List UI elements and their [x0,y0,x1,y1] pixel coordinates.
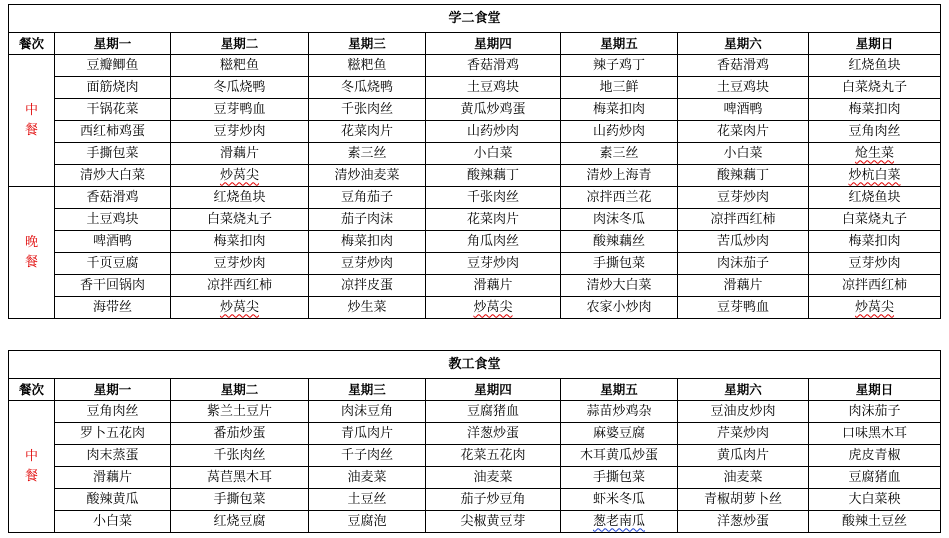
dish-cell: 凉拌西红柿 [809,275,941,297]
table-row [9,467,941,489]
dish-cell: 白菜烧丸子 [809,209,941,231]
canteen-title: 学二食堂 [9,5,941,33]
weekday-header: 星期三 [309,379,426,401]
dish-cell: 香菇滑鸡 [678,55,809,77]
dish-cell: 山药炒肉 [426,121,561,143]
dish-cell: 红烧鱼块 [809,187,941,209]
dish-cell: 土豆鸡块 [678,77,809,99]
dish-cell: 红烧鱼块 [171,187,309,209]
dish-cell: 凉拌西兰花 [561,187,678,209]
dish-cell: 豆芽炒肉 [426,253,561,275]
dish-cell: 小白菜 [55,511,171,533]
dish-cell: 肉沫茄子 [809,401,941,423]
dish-cell: 白菜烧丸子 [171,209,309,231]
dish-cell: 油麦菜 [678,467,809,489]
table-row [9,55,941,77]
weekday-header: 星期四 [426,379,561,401]
table-row [9,401,941,423]
table-row [9,77,941,99]
dish-cell: 海带丝 [55,297,171,319]
dish-cell: 炒生菜 [309,297,426,319]
dish-cell: 香菇滑鸡 [55,187,171,209]
meal-label-char: 餐 [24,468,38,484]
dish-cell: 手撕包菜 [171,489,309,511]
dish-cell: 油麦菜 [309,467,426,489]
dish-cell: 黄瓜炒鸡蛋 [426,99,561,121]
dish-cell: 豆芽炒肉 [809,253,941,275]
dish-cell: 葱老南瓜 [561,511,678,533]
dish-cell: 千张肉丝 [426,187,561,209]
table-row [9,165,941,187]
dish-cell: 莴苣黑木耳 [171,467,309,489]
weekday-header: 星期五 [561,379,678,401]
dish-cell: 洋葱炒蛋 [678,511,809,533]
dish-cell: 茄子肉沫 [309,209,426,231]
dish-cell: 滑藕片 [678,275,809,297]
table-row [9,187,941,209]
dish-cell: 糍粑鱼 [171,55,309,77]
dish-cell: 青瓜肉片 [309,423,426,445]
table-row [9,445,941,467]
dish-cell: 花菜肉片 [309,121,426,143]
header-row [9,379,941,401]
meal-label-char: 晚 [24,234,38,250]
dish-cell: 冬瓜烧鸭 [171,77,309,99]
dish-cell: 口味黑木耳 [809,423,941,445]
dish-cell: 农家小炒肉 [561,297,678,319]
dish-cell: 千张肉丝 [171,445,309,467]
weekday-header: 星期一 [55,379,171,401]
weekday-header: 星期日 [809,33,941,55]
dish-cell: 豆角肉丝 [809,121,941,143]
dish-cell: 木耳黄瓜炒蛋 [561,445,678,467]
dish-cell: 梅菜扣肉 [809,99,941,121]
dish-cell: 千张肉丝 [309,99,426,121]
dish-cell: 红烧豆腐 [171,511,309,533]
dish-cell: 紫兰土豆片 [171,401,309,423]
dish-cell: 豆芽鸭血 [171,99,309,121]
dish-cell: 花菜五花肉 [426,445,561,467]
dish-cell: 罗卜五花肉 [55,423,171,445]
dish-cell: 黄瓜肉片 [678,445,809,467]
dish-cell: 番茄炒蛋 [171,423,309,445]
weekday-header: 星期二 [171,379,309,401]
dish-cell: 豆腐猪血 [809,467,941,489]
dish-cell: 花菜肉片 [426,209,561,231]
table-row [9,143,941,165]
dish-cell: 滑藕片 [171,143,309,165]
dish-cell: 酸辣黄瓜 [55,489,171,511]
table-row [9,511,941,533]
dish-cell: 酸辣藕丝 [561,231,678,253]
dish-cell: 炒莴尖 [809,297,941,319]
dish-cell: 素三丝 [309,143,426,165]
weekday-header: 星期日 [809,379,941,401]
meal-label [9,55,55,187]
dish-cell: 豆腐泡 [309,511,426,533]
dish-cell: 千子肉丝 [309,445,426,467]
dish-cell: 豆芽炒肉 [678,187,809,209]
dish-cell: 豆角茄子 [309,187,426,209]
table-row [9,423,941,445]
dish-cell: 花菜肉片 [678,121,809,143]
dish-cell: 青椒胡萝卜丝 [678,489,809,511]
canteen-title: 教工食堂 [9,351,941,379]
dish-cell: 肉沫冬瓜 [561,209,678,231]
dish-cell: 土豆丝 [309,489,426,511]
meal-column-header: 餐次 [9,379,55,401]
weekday-header: 星期六 [678,33,809,55]
dish-cell: 麻婆豆腐 [561,423,678,445]
dish-cell: 凉拌西红柿 [678,209,809,231]
meal-label [9,187,55,319]
dish-cell: 苦瓜炒肉 [678,231,809,253]
dish-cell: 豆芽炒肉 [309,253,426,275]
dish-cell: 凉拌西红柿 [171,275,309,297]
dish-cell: 茄子炒豆角 [426,489,561,511]
dish-cell: 蒜苗炒鸡杂 [561,401,678,423]
table-row [9,231,941,253]
dish-cell: 手撕包菜 [55,143,171,165]
dish-cell: 梅菜扣肉 [809,231,941,253]
table-row [9,275,941,297]
dish-cell: 小白菜 [678,143,809,165]
student-canteen-table [8,4,941,319]
dish-cell: 梅菜扣肉 [171,231,309,253]
dish-cell: 酸辣土豆丝 [809,511,941,533]
student-canteen-body [9,5,941,319]
dish-cell: 酸辣藕丁 [678,165,809,187]
dish-cell: 山药炒肉 [561,121,678,143]
dish-cell: 千页豆腐 [55,253,171,275]
meal-label-char: 中 [24,448,38,464]
table-row [9,209,941,231]
dish-cell: 清炒大白菜 [561,275,678,297]
dish-cell: 啤酒鸭 [55,231,171,253]
dish-cell: 啤酒鸭 [678,99,809,121]
dish-cell: 油麦菜 [426,467,561,489]
dish-cell: 炒莴尖 [426,297,561,319]
dish-cell: 清炒上海青 [561,165,678,187]
dish-cell: 冬瓜烧鸭 [309,77,426,99]
dish-cell: 小白菜 [426,143,561,165]
dish-cell: 凉拌皮蛋 [309,275,426,297]
dish-cell: 豆芽炒肉 [171,253,309,275]
weekday-header: 星期四 [426,33,561,55]
dish-cell: 红烧鱼块 [809,55,941,77]
dish-cell: 清炒油麦菜 [309,165,426,187]
dish-cell: 尖椒黄豆芽 [426,511,561,533]
title-row [9,5,941,33]
staff-canteen-table [8,350,941,533]
meal-label-char: 中 [24,102,38,118]
weekday-header: 星期三 [309,33,426,55]
dish-cell: 豆油皮炒肉 [678,401,809,423]
meal-label-char: 餐 [24,254,38,270]
dish-cell: 炒莴尖 [171,165,309,187]
table-row [9,121,941,143]
dish-cell: 地三鲜 [561,77,678,99]
dish-cell: 肉末蒸蛋 [55,445,171,467]
dish-cell: 清炒大白菜 [55,165,171,187]
weekday-header: 星期一 [55,33,171,55]
dish-cell: 香干回锅肉 [55,275,171,297]
dish-cell: 豆角肉丝 [55,401,171,423]
weekday-header: 星期二 [171,33,309,55]
weekday-header: 星期五 [561,33,678,55]
dish-cell: 洋葱炒蛋 [426,423,561,445]
table-row [9,297,941,319]
dish-cell: 面筋烧肉 [55,77,171,99]
dish-cell: 梅菜扣肉 [309,231,426,253]
dish-cell: 豆瓣鲫鱼 [55,55,171,77]
meal-column-header: 餐次 [9,33,55,55]
dish-cell: 大白菜秧 [809,489,941,511]
dish-cell: 芹菜炒肉 [678,423,809,445]
dish-cell: 手撕包菜 [561,253,678,275]
dish-cell: 炝生菜 [809,143,941,165]
weekday-header: 星期六 [678,379,809,401]
dish-cell: 土豆鸡块 [55,209,171,231]
dish-cell: 干锅花菜 [55,99,171,121]
dish-cell: 滑藕片 [426,275,561,297]
dish-cell: 角瓜肉丝 [426,231,561,253]
dish-cell: 西红柿鸡蛋 [55,121,171,143]
dish-cell: 滑藕片 [55,467,171,489]
dish-cell: 辣子鸡丁 [561,55,678,77]
dish-cell: 肉沫豆角 [309,401,426,423]
dish-cell: 豆芽鸭血 [678,297,809,319]
dish-cell: 肉沫茄子 [678,253,809,275]
table-row [9,99,941,121]
table-row [9,253,941,275]
dish-cell: 酸辣藕丁 [426,165,561,187]
dish-cell: 土豆鸡块 [426,77,561,99]
dish-cell: 素三丝 [561,143,678,165]
dish-cell: 梅菜扣肉 [561,99,678,121]
dish-cell: 虾米冬瓜 [561,489,678,511]
dish-cell: 豆腐猪血 [426,401,561,423]
title-row [9,351,941,379]
dish-cell: 炒莴尖 [171,297,309,319]
meal-label-char: 餐 [24,122,38,138]
dish-cell: 手撕包菜 [561,467,678,489]
staff-canteen-body [9,351,941,533]
meal-label [9,401,55,533]
table-row [9,489,941,511]
dish-cell: 香菇滑鸡 [426,55,561,77]
dish-cell: 糍粑鱼 [309,55,426,77]
dish-cell: 炒杭白菜 [809,165,941,187]
header-row [9,33,941,55]
dish-cell: 豆芽炒肉 [171,121,309,143]
dish-cell: 虎皮青椒 [809,445,941,467]
dish-cell: 白菜烧丸子 [809,77,941,99]
